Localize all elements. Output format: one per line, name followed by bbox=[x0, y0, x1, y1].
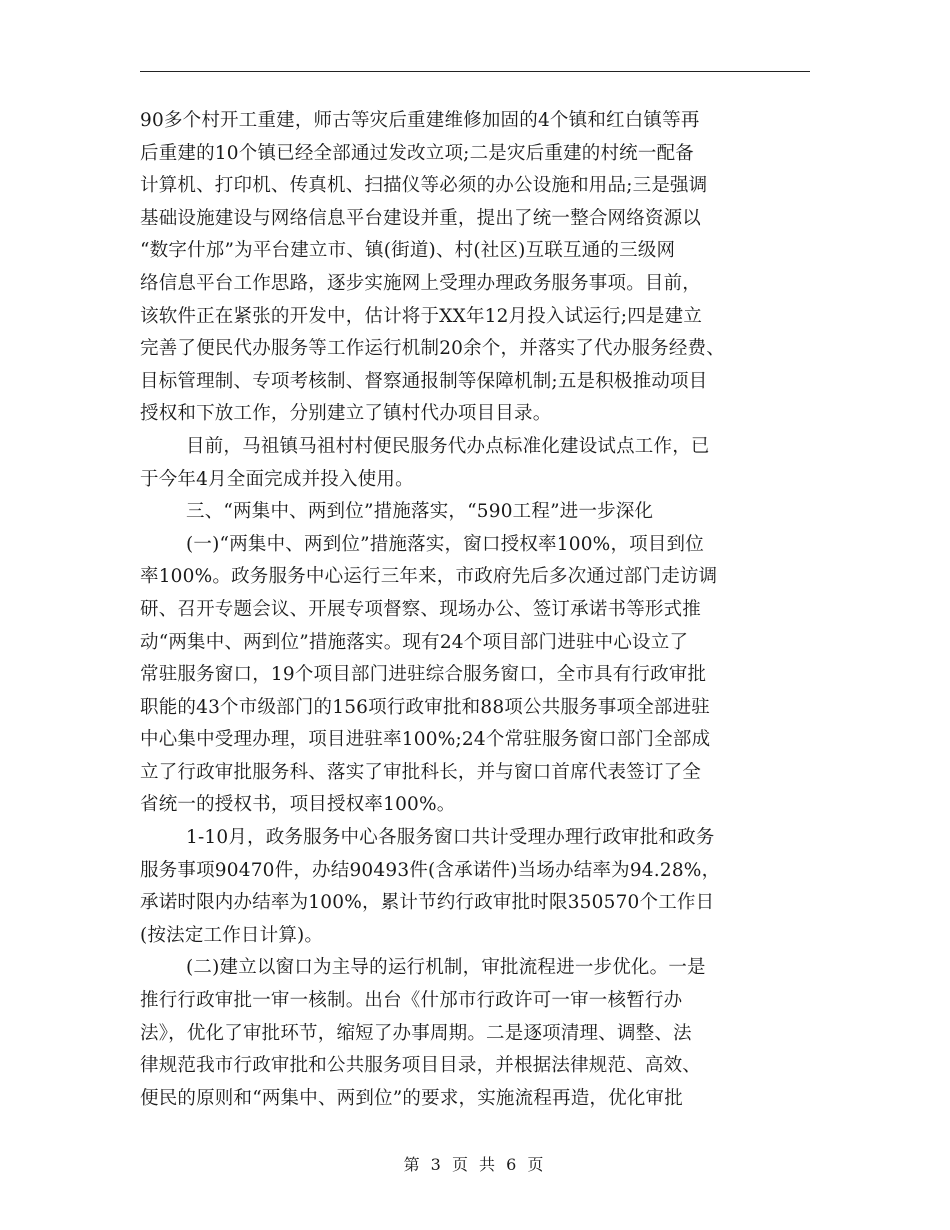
paragraph-start: 目前，马祖镇马祖村村便民服务代办点标准化建设试点工作，已 bbox=[186, 435, 710, 457]
text-line: 完善了便民代办服务等工作运行机制20余个，并落实了代办服务经费、 bbox=[140, 338, 725, 360]
text-line: 职能的43个市级部门的156项行政审批和88项公共服务事项全部进驻 bbox=[140, 696, 710, 718]
text-line: 服务事项90470件，办结90493件(含承诺件)当场办结率为94.28%， bbox=[140, 859, 721, 881]
text-line: 推行行政审批一审一核制。出台《什邡市行政许可一审一核暂行办 bbox=[140, 990, 683, 1012]
text-line: 立了行政审批服务科、落实了审批科长，并与窗口首席代表签订了全 bbox=[140, 761, 702, 783]
text-line: 法》，优化了审批环节，缩短了办事周期。二是逐项清理、调整、法 bbox=[140, 1022, 692, 1044]
text-line: 后重建的10个镇已经全部通过发改立项;二是灾后重建的村统一配备 bbox=[140, 142, 694, 164]
paragraph-start: 1-10月，政务服务中心各服务窗口共计受理办理行政审批和政务 bbox=[186, 827, 715, 849]
text-line: 该软件正在紧张的开发中，估计将于XX年12月投入试运行;四是建立 bbox=[140, 305, 703, 327]
text-line: 率100%。政务服务中心运行三年来，市政府先后多次通过部门走访调 bbox=[140, 566, 718, 588]
document-body bbox=[140, 105, 810, 1115]
page-footer: 第 3 页 共 6 页 bbox=[403, 1155, 547, 1174]
subsection-heading: (一)“两集中、两到位”措施落实，窗口授权率100%，项目到位 bbox=[186, 533, 704, 555]
subsection-heading: (二)建立以窗口为主导的运行机制，审批流程进一步优化。一是 bbox=[186, 957, 706, 979]
text-line: 络信息平台工作思路，逐步实施网上受理办理政务服务事项。目前， bbox=[140, 272, 702, 294]
text-line: 目标管理制、专项考核制、督察通报制等保障机制;五是积极推动项目 bbox=[140, 370, 708, 392]
text-line: 基础设施建设与网络信息平台建设并重，提出了统一整合网络资源以 bbox=[140, 207, 702, 229]
text-line: 90多个村开工重建，师古等灾后重建维修加固的4个镇和红白镇等再 bbox=[140, 110, 700, 131]
header-rule bbox=[140, 71, 810, 72]
text-line: 于今年4月全面完成并投入使用。 bbox=[140, 468, 414, 490]
text-line: (按法定工作日计算)。 bbox=[140, 924, 324, 946]
text-line: 研、召开专题会议、开展专项督察、现场办公、签订承诺书等形式推 bbox=[140, 598, 702, 620]
text-line: “数字什邡”为平台建立市、镇(街道)、村(社区)互联互通的三级网 bbox=[140, 240, 676, 262]
text-line: 中心集中受理办理，项目进驻率100%;24个常驻服务窗口部门全部成 bbox=[140, 729, 711, 751]
section-heading: 三、“两集中、两到位”措施落实，“590工程”进一步深化 bbox=[186, 501, 654, 523]
text-line: 律规范我市行政审批和公共服务项目目录，并根据法律规范、高效、 bbox=[140, 1055, 702, 1077]
text-line: 省统一的授权书，项目授权率100%。 bbox=[140, 794, 456, 816]
text-line: 便民的原则和“两集中、两到位”的要求，实施流程再造，优化审批 bbox=[140, 1087, 683, 1109]
text-line: 计算机、打印机、传真机、扫描仪等必须的办公设施和用品;三是强调 bbox=[140, 175, 708, 197]
text-line: 承诺时限内办结率为100%，累计节约行政审批时限350570个工作日 bbox=[140, 892, 715, 914]
text-line: 动“两集中、两到位”措施落实。现有24个项目部门进驻中心设立了 bbox=[140, 631, 689, 653]
text-line: 常驻服务窗口，19个项目部门进驻综合服务窗口，全市具有行政审批 bbox=[140, 664, 707, 686]
text-line: 授权和下放工作，分别建立了镇村代办项目目录。 bbox=[140, 403, 552, 425]
